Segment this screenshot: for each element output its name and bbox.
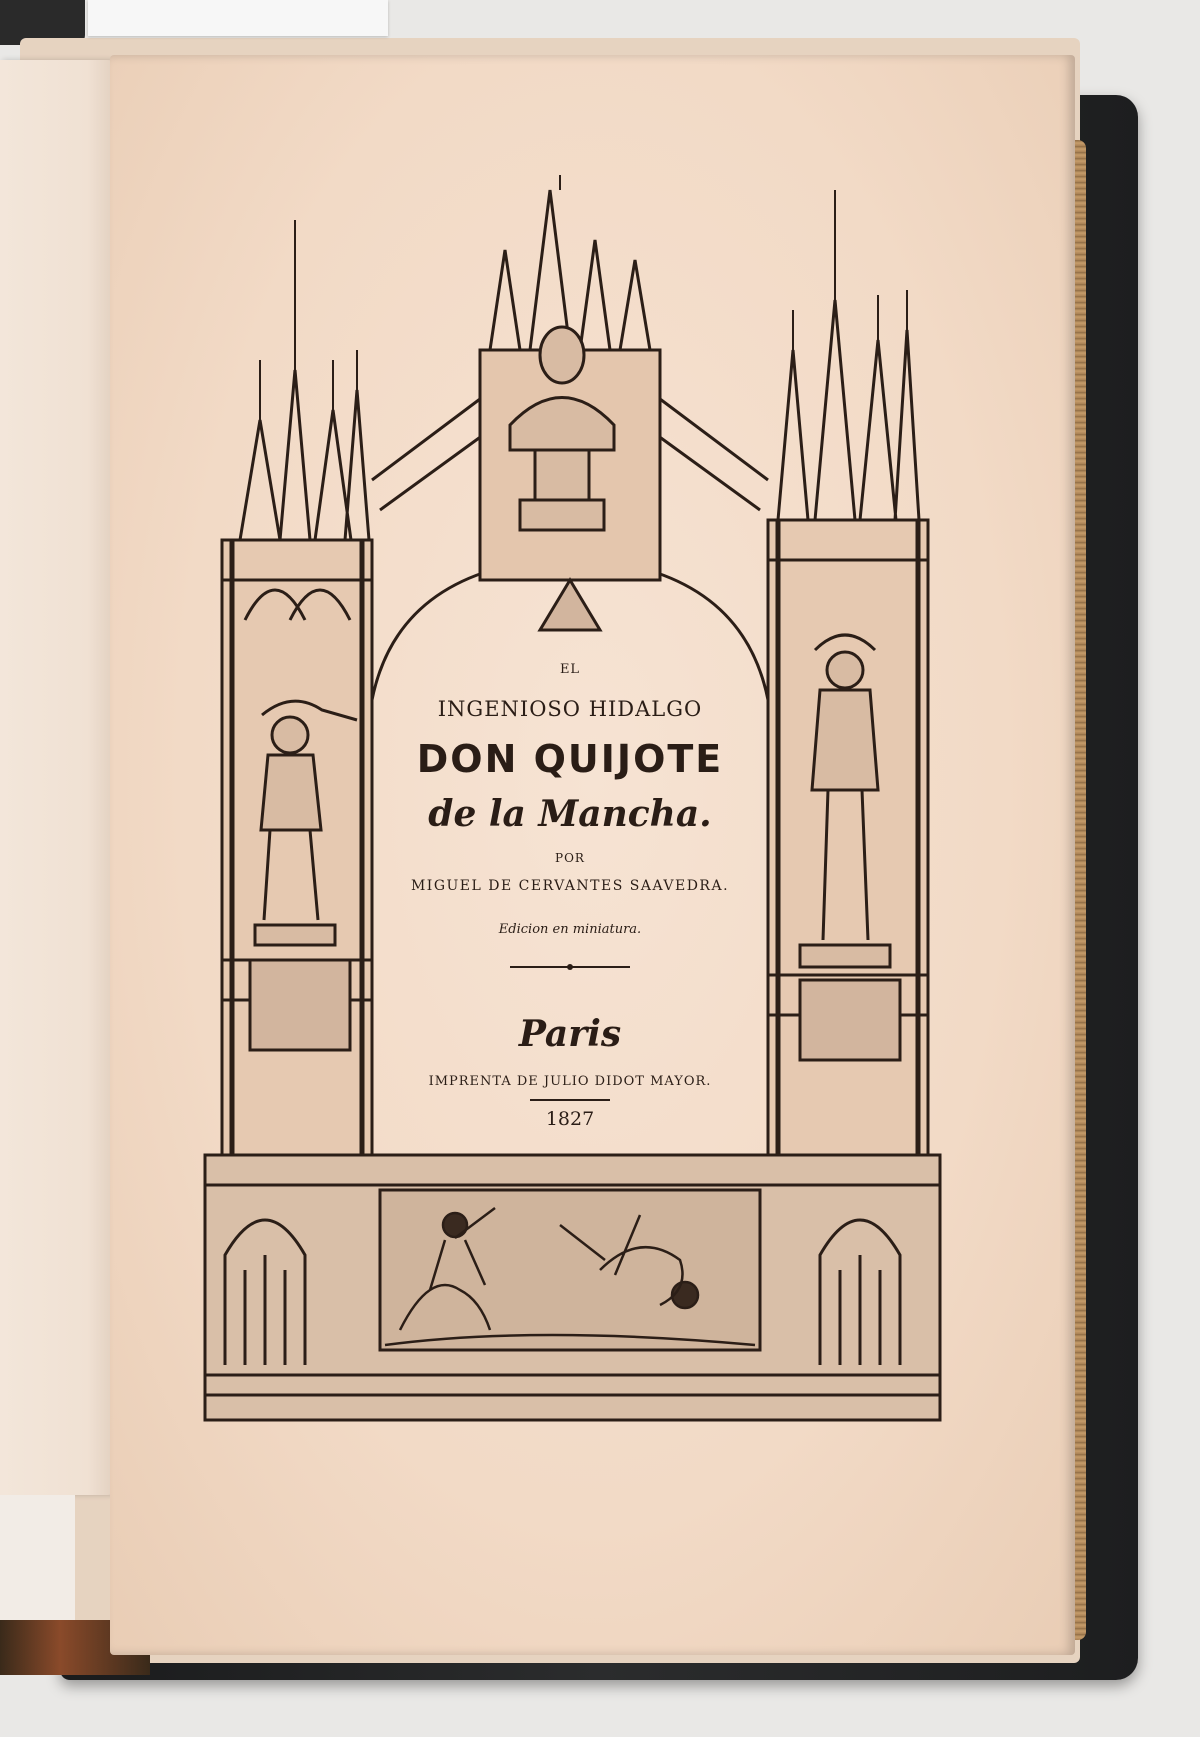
title-edition: Edicion en miniatura.	[498, 922, 642, 937]
left-tower	[222, 220, 372, 1155]
title-author: MIGUEL DE CERVANTES SAAVEDRA.	[410, 878, 730, 894]
year-rule	[530, 1098, 610, 1102]
title-second-line: de la Mancha.	[428, 793, 712, 835]
title-main: DON QUIJOTE	[416, 737, 724, 781]
title-article: EL	[559, 662, 581, 677]
title-place: Paris	[518, 1013, 622, 1055]
title-year: 1827	[545, 1108, 595, 1130]
title-by: POR	[555, 851, 585, 865]
arch-left	[372, 570, 492, 700]
title-subtitle: INGENIOSO HIDALGO	[437, 697, 703, 721]
right-tower	[768, 190, 928, 1155]
title-printer: IMPRENTA DE JULIO DIDOT MAYOR.	[428, 1074, 712, 1089]
ornament-rule	[510, 962, 630, 972]
arch-right	[648, 570, 768, 700]
